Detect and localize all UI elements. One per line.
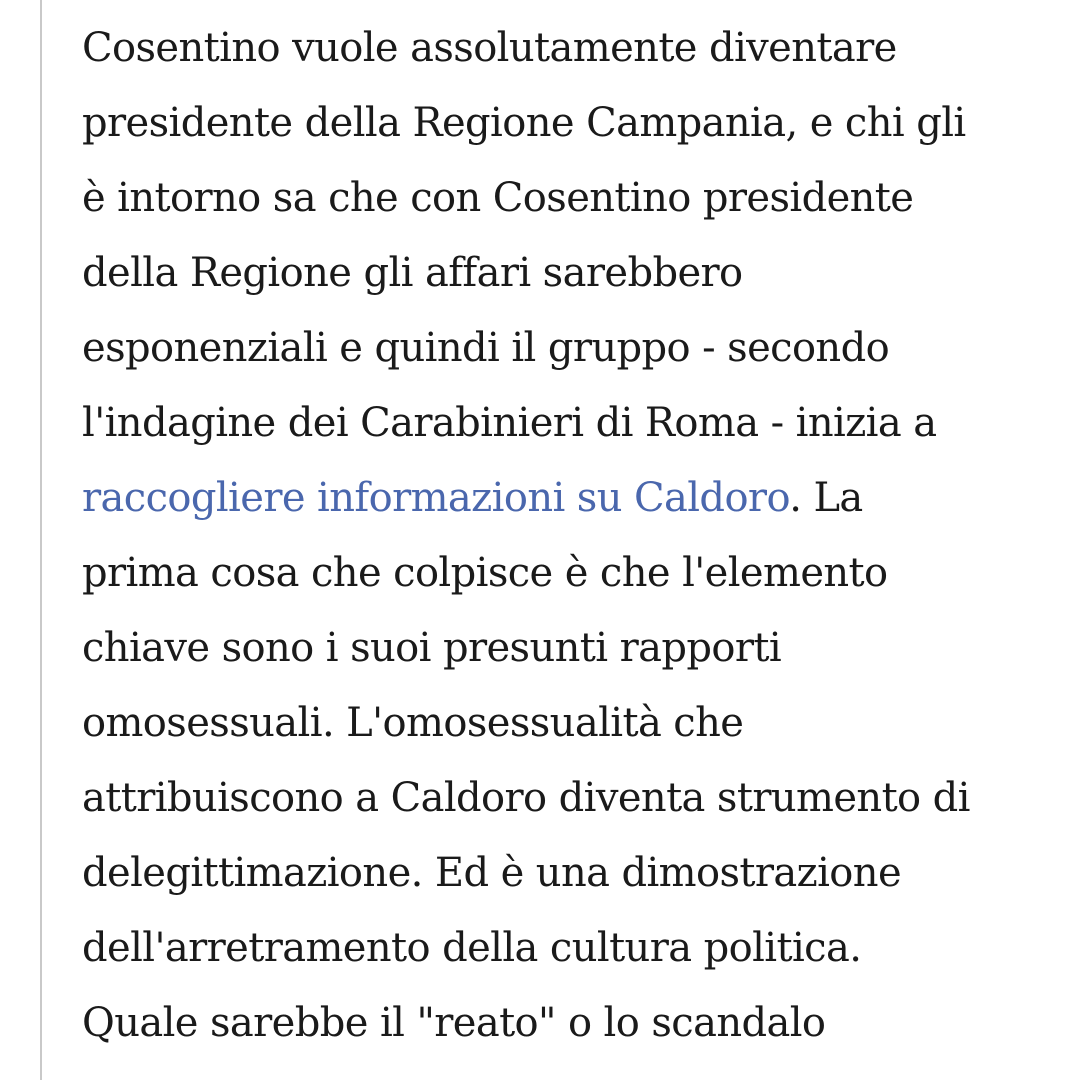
article-line-9: chiave sono i suoi presunti rapporti xyxy=(82,625,782,671)
article-line-12: delegittimazione. Ed è una dimostrazione xyxy=(82,850,902,896)
article-line-1: Cosentino vuole assolutamente diventare xyxy=(82,25,897,71)
article-line-7 xyxy=(82,461,1072,536)
article-line-14: Quale sarebbe il "reato" o lo scandalo xyxy=(82,1000,826,1046)
article-line-10: omosessuali. L'omosessualità che xyxy=(82,700,744,746)
article-line-4: della Regione gli affari sarebbero xyxy=(82,250,743,296)
article-line-5: esponenziali e quindi il gruppo - secondo xyxy=(82,325,890,371)
article-line-2: presidente della Regione Campania, e chi gli xyxy=(82,100,966,146)
article-line-8: prima cosa che colpisce è che l'elemento xyxy=(82,550,888,596)
article-line-3: è intorno sa che con Cosentino presidente xyxy=(82,175,914,221)
left-border-rule xyxy=(40,0,42,1080)
article-line-11: attribuiscono a Caldoro diventa strumento di xyxy=(82,775,970,821)
article-body xyxy=(82,11,1072,1061)
article-line-13: dell'arretramento della cultura politica. xyxy=(82,925,862,971)
after-link-text: . La xyxy=(789,475,863,521)
caldoro-info-link[interactable]: raccogliere informazioni su Caldoro xyxy=(82,475,790,521)
article-line-6: l'indagine dei Carabinieri di Roma - inizia a xyxy=(82,400,937,446)
